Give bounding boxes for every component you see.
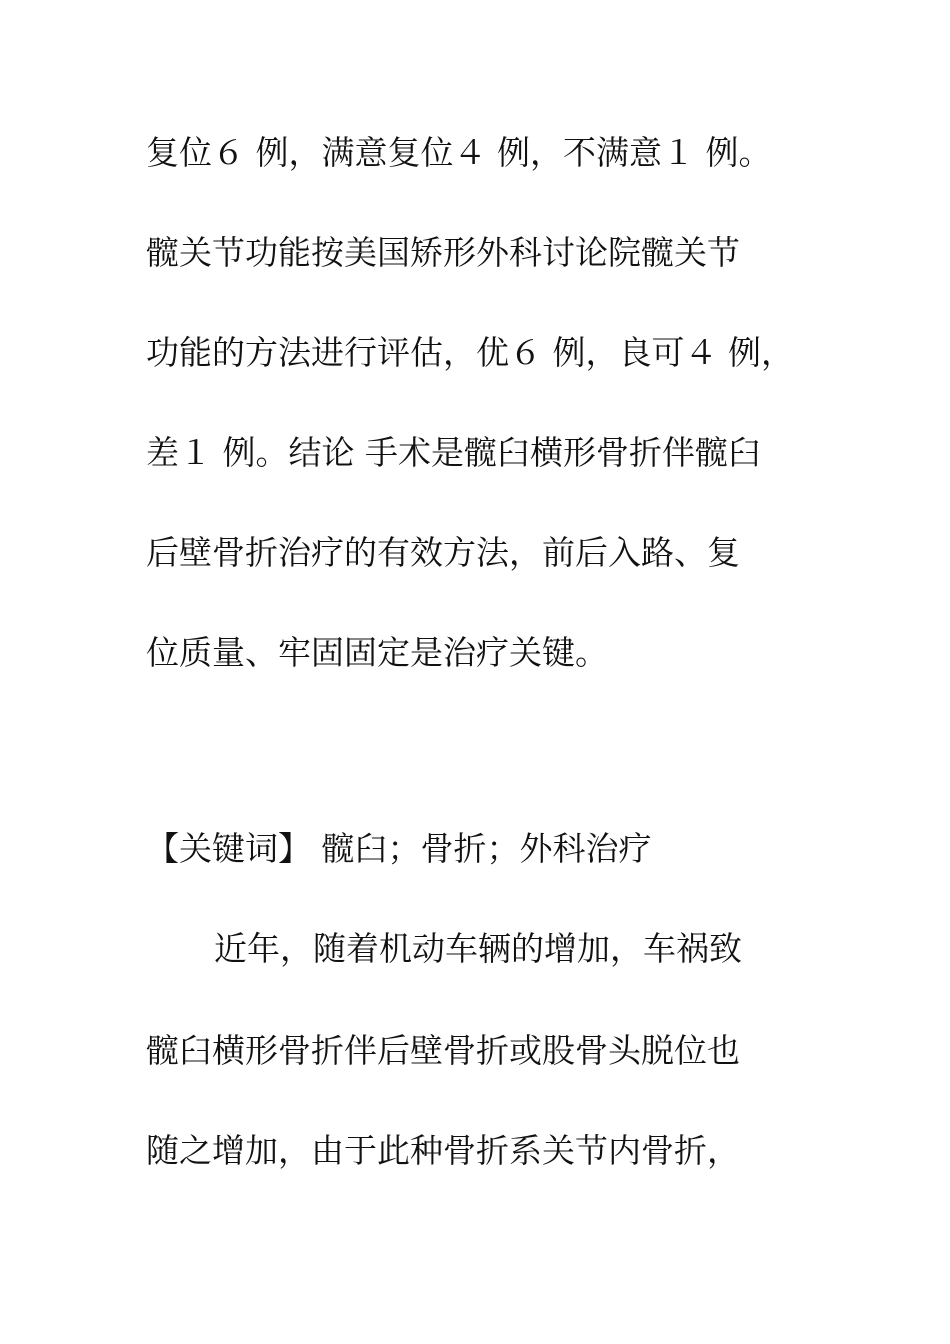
abstract-line-5: 后壁骨折治疗的有效方法，前后入路、复: [146, 533, 740, 572]
body-paragraph-line-2: 髋臼横形骨折伴后壁骨折或股骨头脱位也: [146, 1031, 740, 1070]
abstract-line-4: 差１ 例。结论 手术是髋臼横形骨折伴髋臼: [146, 433, 761, 472]
body-paragraph-line-3: 随之增加，由于此种骨折系关节内骨折，: [146, 1131, 740, 1170]
keywords-line: 【关键词】 髋臼；骨折；外科治疗: [146, 829, 652, 868]
abstract-line-1: 复位６ 例，满意复位４ 例，不满意１ 例。: [146, 133, 772, 172]
abstract-line-6: 位质量、牢固固定是治疗关键。: [146, 633, 608, 672]
abstract-line-3: 功能的方法进行评估，优６ 例，良可４ 例，: [146, 333, 794, 372]
abstract-line-2: 髋关节功能按美国矫形外科讨论院髋关节: [146, 233, 740, 272]
body-paragraph-line-1: 近年，随着机动车辆的增加，车祸致: [214, 929, 742, 968]
